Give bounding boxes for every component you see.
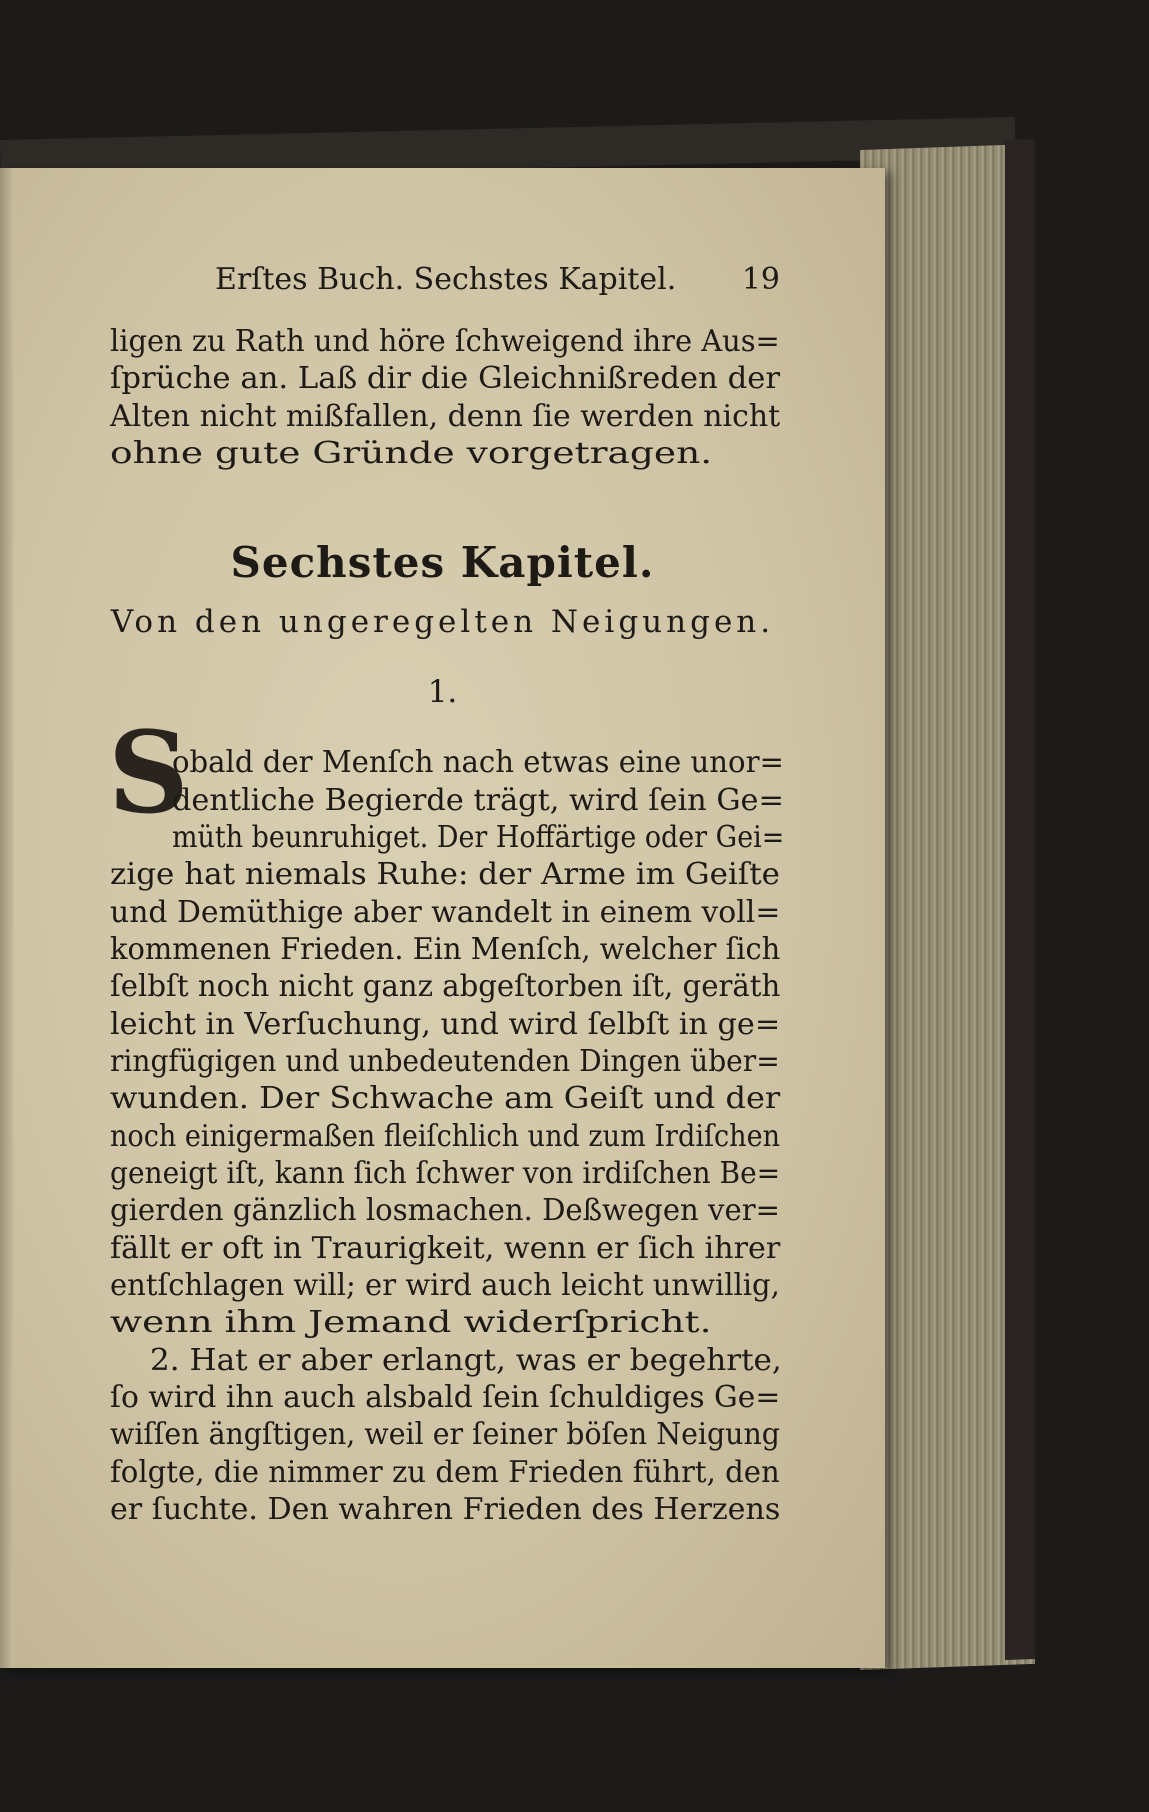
text-line: ſprüche an. Laß dir die Gleichnißreden der [110,361,781,396]
text-line: folgte, die nimmer zu dem Frieden führt, den [110,1455,780,1490]
chapter-subtitle: Von den ungeregelten Neigungen. [110,604,775,640]
text-line: ringfügigen und unbedeutenden Dingen über= [110,1044,780,1079]
text-line: noch einigermaßen fleiſchlich und zum Irdiſchen [110,1119,781,1154]
text-line: müth beunruhiget. Der Hoffärtige oder Gei= [172,820,785,855]
text-line: ohne gute Gründe vorgetragen. [110,436,713,471]
text-line: gierden gänzlich losmachen. Deßwegen ver= [110,1193,780,1228]
text-line: und Demüthige aber wandelt in einem voll= [110,895,781,930]
section-number: 1. [427,674,458,710]
text-line: 2. Hat er aber erlangt, was er begehrte, [150,1343,782,1378]
text-line: fällt er oft in Traurigkeit, wenn er ſich ihrer [110,1231,781,1266]
page-number: 19 [741,262,780,297]
text-line: wiſſen ängſtigen, weil er ſeiner böſen Neigung [110,1417,780,1452]
text-line: zige hat niemals Ruhe: der Arme im Geiſte [110,857,781,892]
text-line: dentliche Begierde trägt, wird ſein Ge= [172,783,784,818]
page-gutter [0,168,14,1668]
text-line: wunden. Der Schwache am Geiſt und der [110,1081,781,1116]
text-line: ligen zu Rath und höre ſchweigend ihre Aus= [110,324,780,359]
text-line: Alten nicht mißfallen, denn ſie werden nicht [110,399,781,434]
text-line: leicht in Verſuchung, und wird ſelbſt in ge= [110,1007,781,1042]
text-line: kommenen Frieden. Ein Menſch, welcher ſich [110,932,781,967]
text-line: ſo wird ihn auch alsbald ſein ſchuldiges Ge= [110,1380,781,1415]
running-header [215,262,780,302]
text-line: ſelbſt noch nicht ganz abgeſtorben iſt, geräth [110,969,781,1004]
drop-cap: S [108,708,189,839]
text-line: geneigt iſt, kann ſich ſchwer von irdiſchen Be= [110,1156,781,1191]
text-line: obald der Menſch nach etwas eine unor= [172,745,784,780]
text-line: wenn ihm Jemand widerſpricht. [110,1305,712,1340]
text-line: er ſuchte. Den wahren Frieden des Herzens [110,1492,781,1527]
text-line: entſchlagen will; er wird auch leicht unwillig, [110,1268,780,1303]
running-title: Erſtes Buch. Sechstes Kapitel. [215,262,677,297]
book-cover-spine [1005,139,1035,1660]
chapter-title: Sechstes Kapitel. [230,538,655,587]
